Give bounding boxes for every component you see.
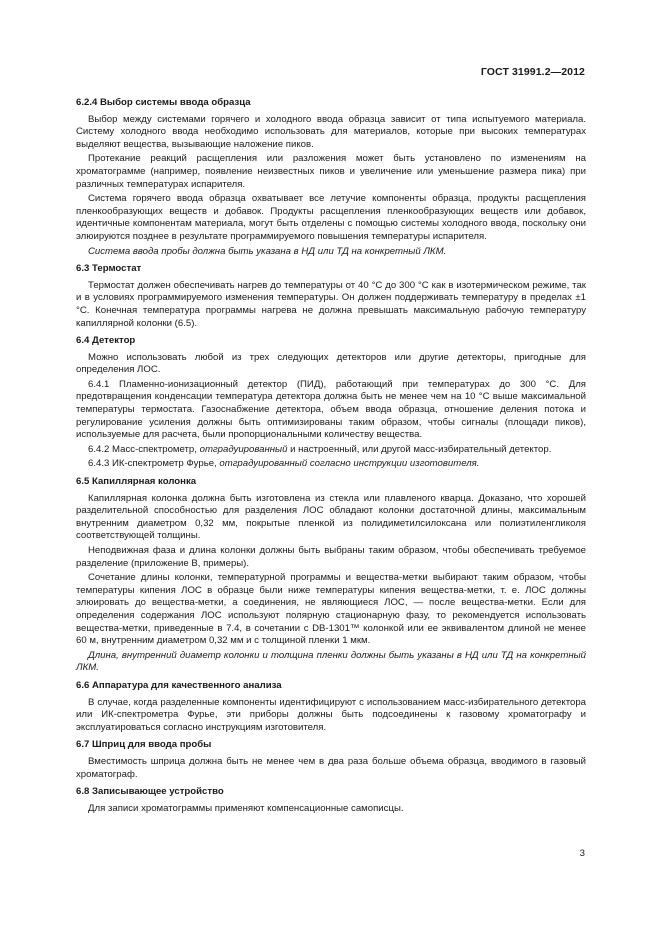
section-heading-6-5: 6.5 Капиллярная колонка	[76, 476, 197, 488]
paragraph: Неподвижная фаза и длина колонки должны быть выбраны таким образом, чтобы обеспечивать требуемое разделение (приложение В, примеры).	[76, 545, 586, 569]
section-heading-6-2-4: 6.2.4 Выбор системы ввода образца	[76, 97, 251, 108]
paragraph: В случае, когда разделенные компоненты идентифицируют с использованием масс-избирательного детектора или ИК-спектрометра Фурье, эти приборы должны быть подсоединены к газовому хроматографу и эксплуатироваться согласно инструкциям изготовителя.	[76, 696, 586, 733]
paragraph: Капиллярная колонка должна быть изготовлена из стекла или плавленого кварца. Доказано, что хорошей разделительной способностью для разделения ЛОС обладают колонки достаточной длины, максимальным внутренним диаметром 0,32 мм, покрытые пленкой из полидиметилсилоксана или полиэтиленгликоля соответствующей толщины.	[76, 492, 586, 542]
paragraph: Система горячего ввода образца охватывает все летучие компоненты образца, продукты расщепления пленкообразующих веществ и добавок. Продукты расщепления пленкообразующих веществ или добавок, идентичные компонентам материала, могут быть отделены с помощью системы холодного ввода, поскольку они элюируются позднее в результате программируемого повышения температуры испарителя.	[76, 193, 586, 242]
section-heading-6-8: 6.8 Записывающее устройство	[76, 786, 224, 798]
section-heading-6-3: 6.3 Термостат	[76, 263, 142, 275]
text-run: 6.4.3 ИК-спектрометр Фурье,	[88, 458, 220, 470]
paragraph: Можно использовать любой из трех следующих детекторов или другие детекторы, пригодные для определения ЛОС.	[76, 351, 586, 376]
paragraph: 6.4.1 Пламенно-ионизационный детектор (ПИД), работающий при температурах до 300 °С. Для предотвращения конденсации температура детектора должна быть не менее чем на 10 °С выше максимальной температуры термостата. Газоснабжение детектора, объем ввода образца, отношение деления потока и регулирование усиления должны быть оптимизированы таким образом, чтобы сигналы (площади пиков), используемые для расчета, были пропорциональными количеству вещества.	[76, 378, 586, 441]
text-run: и настроенный, или другой масс-избирательный детектор.	[287, 443, 552, 455]
document-body	[76, 92, 586, 817]
page-number: 3	[579, 848, 585, 859]
paragraph-italic: Система ввода пробы должна быть указана в НД или ТД на конкретный ЛКМ.	[88, 245, 447, 257]
paragraph-6-4-3	[76, 458, 586, 471]
text-run: 6.4.2 Масс-спектрометр,	[88, 443, 200, 455]
text-run-italic: отградуированный	[199, 443, 288, 455]
section-heading-6-4: 6.4 Детектор	[76, 335, 136, 347]
paragraph: Сочетание длины колонки, температурной программы и вещества-метки выбирают таким образом, чтобы температуры кипения ЛОС в образце были ниже температуры кипения вещества-метки, т. е. ЛОС должны элюировать до вещества-метки, а соединения, не являющиеся ЛОС, — после вещества-метки. Если для определения содержания ЛОС используют полярную стационарную фазу, то рекомендуется использовать вещества-метки, приведенные в 7.4, в сочетании с DB-1301™ колонкой или ее эквивалентом длиной не менее 60 м, внутренним диаметром 0,32 мм и с толщиной пленки 1 мкм.	[76, 572, 586, 647]
section-heading-6-7: 6.7 Шприц для ввода пробы	[76, 739, 212, 751]
paragraph: Термостат должен обеспечивать нагрев до температуры от 40 °С до 300 °С как в изотермическом режиме, так и в условиях программируемого изменения температуры. Он должен поддерживать температуру в пределах ±1 °С. Конечная температура программы нагрева не должна превышать максимальную рабочую температуру капиллярной колонки (6.5).	[76, 279, 586, 329]
text-run-italic: отградуированный согласно инструкции изготовителя.	[219, 458, 480, 470]
paragraph: Для записи хроматограммы применяют компенсационные самописцы.	[88, 802, 404, 814]
paragraph: Протекание реакций расщепления или разложения может быть установлено по изменениям на хроматограмме (например, появление неизвестных пиков и увеличение или уменьшение размера пика) при различных температурах испарителя.	[76, 153, 586, 190]
paragraph-6-4-2	[76, 444, 586, 457]
document-header: ГОСТ 31991.2—2012	[480, 66, 585, 78]
paragraph: Вместимость шприца должна быть не менее чем в два раза больше объема образца, вводимого в газовый хроматограф.	[76, 755, 586, 780]
paragraph-italic: Длина, внутренний диаметр колонки и толщина пленки должны быть указаны в НД или ТД на конкретный ЛКМ.	[76, 649, 586, 674]
section-heading-6-6: 6.6 Аппаратура для качественного анализа	[76, 679, 282, 691]
paragraph: Выбор между системами горячего и холодного ввода образца зависит от типа испытуемого материала. Систему холодного ввода необходимо использовать для материалов, которые при высоких температурах выделяют вещества, вызывающие наложение пиков.	[76, 113, 586, 150]
